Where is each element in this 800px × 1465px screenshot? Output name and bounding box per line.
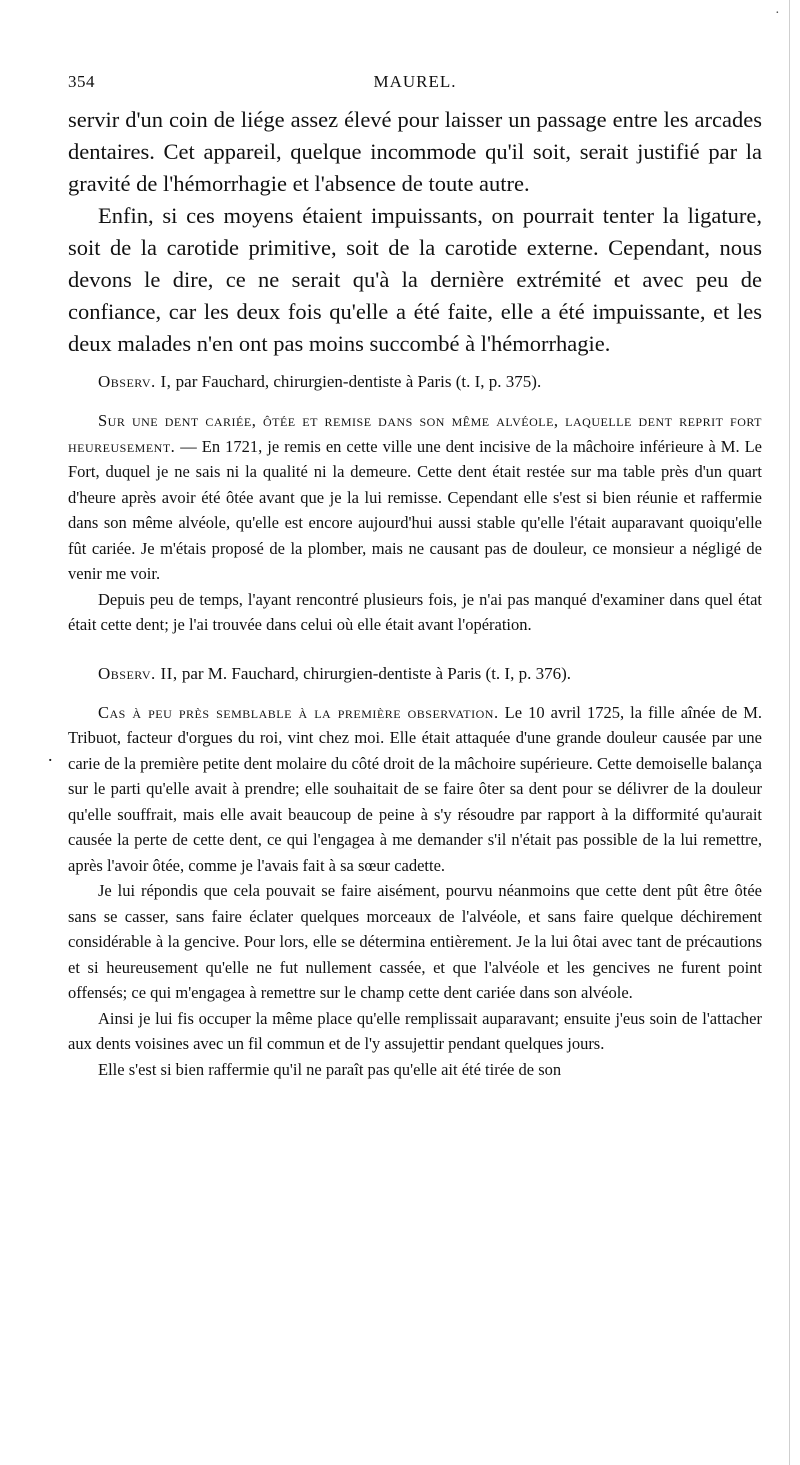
paragraph: [68, 408, 762, 587]
observation-source: par Fauchard, chirurgien-dentiste à Paris (t. I, p. 375).: [171, 372, 542, 391]
paragraph: Elle s'est si bien raffermie qu'il ne paraît pas qu'elle ait été tirée de son: [98, 1059, 562, 1079]
running-head: MAUREL.: [373, 72, 457, 91]
paragraph: [68, 700, 762, 879]
observation-heading: [68, 662, 762, 686]
observation-source: par M. Fauchard, chirurgien-dentiste à Paris (t. I, p. 376).: [177, 663, 571, 683]
paragraph-text: — En 1721, je remis en cette ville une dent incisive de la mâchoire inférieure à M. Le Fort, duquel je ne sais ni la qualité ni la demeure. Cette dent était restée sur ma table près d'un quart d'heure après avoir été ôtée avant que je la lui remisse. Cependant elle s'est si bien réunie et raffermie dans son même alvéole, qu'elle est encore aujourd'hui aussi stable qu'elle l'était auparavant quoiqu'elle fût cariée. Je m'étais proposé de la plomber, mais ne causant pas de douleur, ce monsieur a négligé de venir me voir.: [68, 436, 762, 583]
observation-title: Sur une dent cariée, ôtée et remise dans son même alvéole, laquelle dent reprit fort heureusement.: [68, 411, 762, 456]
observation-heading: [68, 370, 762, 394]
top-mark: ·: [775, 6, 780, 21]
main-text: [68, 104, 762, 360]
page-header: [68, 72, 762, 96]
margin-marker: .: [48, 745, 53, 765]
paragraph: servir d'un coin de liége assez élevé pour laisser un passage entre les arcades dentaires. Cet appareil, quelque incommode qu'il soit, serait justifié par la gravité de l'hémorrhagie et l'absence de toute autre.: [68, 107, 762, 196]
page-content: [68, 104, 762, 1082]
paragraph: Je lui répondis que cela pouvait se faire aisément, pourvu néanmoins que cette dent pût être ôtée sans se casser, sans faire éclater quelques morceaux de l'alvéole, et sans faire quelque déchirement considérable à la gencive. Pour lors, elle se détermina entièrement. Je la lui ôtai avec tant de précautions et si heureusement qu'elle ne fut nullement cassée, et que l'alvéole et les gencives ne furent point offensés; ce qui m'engagea à remettre sur le champ cette dent cariée dans son alvéole.: [68, 881, 762, 1002]
observation-body: [68, 700, 762, 1083]
page-number: 354: [68, 72, 95, 91]
observation-label: Observ. II,: [98, 663, 178, 683]
paragraph: Ainsi je lui fis occuper la même place qu'elle remplissait auparavant; ensuite j'eus soin de l'attacher aux dents voisines avec un fil commun et de l'y assujettir pendant quelques jours.: [68, 1008, 762, 1053]
observation-title: Cas à peu près semblable à la première observation.: [98, 702, 499, 722]
observation-body: [68, 408, 762, 638]
observation-label: Observ. I,: [98, 372, 172, 391]
paragraph-text: Le 10 avril 1725, la fille aînée de M. Tribuot, facteur d'orgues du roi, vint chez moi. Elle était attaquée d'une grande douleur causée par une carie de la première petite dent molaire du côté droit de la mâchoire supérieure. Cette demoiselle balança sur le parti qu'elle avait à prendre; elle souhaitait de se faire ôter sa dent pour se délivrer de la douleur qu'elle souffrait, mais elle avait beaucoup de peine à s'y résoudre par rapport à la difformité qu'aurait causée la perte de cette dent, ce qui l'engagea à me demander s'il n'était pas possible de la lui remettre, après l'avoir ôtée, comme je l'avais fait à sa sœur cadette.: [68, 702, 762, 875]
page-edge-line: [789, 0, 790, 1465]
paragraph: Enfin, si ces moyens étaient impuissants, on pourrait tenter la ligature, soit de la carotide primitive, soit de la carotide externe. Cependant, nous devons le dire, ce ne serait qu'à la dernière extrémité et avec peu de confiance, car les deux fois qu'elle a été faite, elle a été impuissante, et les deux malades n'en ont pas moins succombé à l'hémorrhagie.: [68, 203, 762, 356]
paragraph: Depuis peu de temps, l'ayant rencontré plusieurs fois, je n'ai pas manqué d'examiner dans quel état était cette dent; je l'ai trouvée dans celui où elle était avant l'opération.: [68, 589, 762, 634]
